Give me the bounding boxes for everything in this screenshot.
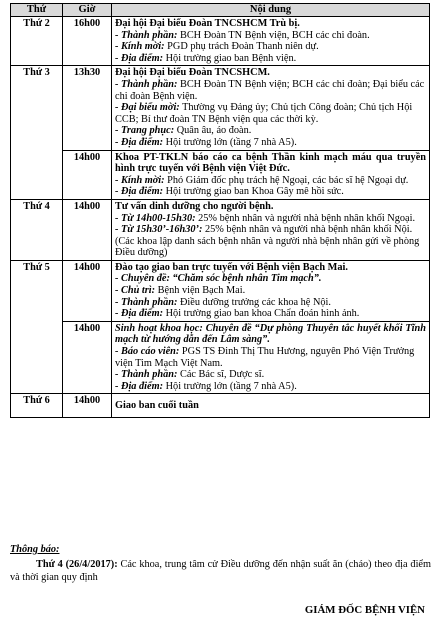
time-cell: 14h00	[63, 260, 112, 321]
time-cell: 14h00	[63, 394, 112, 418]
table-row	[11, 17, 430, 66]
content-cell	[112, 394, 430, 418]
time-cell: 13h30	[63, 66, 112, 150]
header-day: Thứ	[11, 4, 63, 17]
day-cell: Thứ 3	[11, 66, 63, 200]
schedule-table	[10, 3, 430, 418]
event-line: - Địa điểm: Hội trường giao ban Bệnh viện.	[115, 52, 297, 64]
signature: GIÁM ĐỐC BỆNH VIỆN	[304, 604, 425, 616]
event-line: - Thành phần: BCH Đoàn TN Bệnh viện, BCH các chi đoàn.	[115, 29, 370, 41]
event-line: - Kính mời: PGD phụ trách Đoàn Thanh niên dự.	[115, 41, 319, 53]
event-line: - Địa điểm: Hội trường lớn (tầng 7 nhà A5).	[115, 380, 297, 392]
event-line: - Chủ trì: Bệnh viện Bạch Mai.	[115, 285, 246, 297]
event-line: - Trang phục: Quân âu, áo đoàn.	[115, 125, 252, 137]
event-line: - Báo cáo viên: PGS TS Đinh Thị Thu Hương, nguyên Phó Viện Trưởng viện Tim Mạch Việt Nam.	[115, 346, 415, 369]
event-line: - Địa điểm: Hội trường giao ban khoa Chẩn đoán hình ảnh.	[115, 308, 360, 320]
event-title: Sinh hoạt khoa học: Chuyên đề “Dự phòng Thuyên tắc huyết khối Tĩnh mạch từ hướng dẫn đến Lâm sàng”.	[115, 322, 426, 346]
event-line: - Từ 14h00-15h30: 25% bệnh nhân và người nhà bệnh nhân khối Ngoại.	[115, 212, 416, 224]
content-cell	[112, 17, 430, 66]
event-title: Khoa PT-TKLN báo cáo ca bệnh Thần kinh mạch máu qua truyền hình trực tuyến với Bệnh viện Việt Đức.	[115, 151, 426, 175]
time-cell: 14h00	[63, 321, 112, 394]
table-row	[11, 199, 430, 260]
table-row	[11, 260, 430, 321]
event-title: Đại hội Đại biểu Đoàn TNCSHCM Trù bị.	[115, 18, 300, 29]
event-line: - Đại biểu mời: Thường vụ Đảng ủy; Chủ tịch Công đoàn; Chủ tịch Hội CCB; Bí thư đoàn TN Bệnh viện qua các thời kỳ.	[115, 102, 413, 125]
event-line: - Chuyên đề: “Chăm sóc bệnh nhân Tim mạch”.	[115, 273, 322, 285]
day-cell: Thứ 5	[11, 260, 63, 394]
content-cell	[112, 260, 430, 321]
notice-paragraph	[10, 558, 431, 584]
notice-heading: Thông báo:	[10, 544, 60, 555]
table-row	[11, 150, 430, 199]
table-row	[11, 321, 430, 394]
day-cell: Thứ 6	[11, 394, 63, 418]
time-cell: 14h00	[63, 199, 112, 260]
event-line: - Địa điểm: Hội trường giao ban Khoa Gây mê hồi sức.	[115, 186, 344, 198]
time-cell: 16h00	[63, 17, 112, 66]
content-cell	[112, 199, 430, 260]
notice-block	[10, 543, 431, 584]
notice-text: Các khoa, trung tâm cử Điều dưỡng đến nhận suất ăn (cháo) theo địa điểm và thời gian quy định	[10, 559, 432, 583]
content-cell	[112, 66, 430, 150]
day-cell: Thứ 4	[11, 199, 63, 260]
table-header-row	[11, 4, 430, 17]
time-cell: 14h00	[63, 150, 112, 199]
header-content: Nội dung	[112, 4, 430, 17]
event-line: (Các khoa lập danh sách bệnh nhân và người nhà bệnh nhân gửi về phòng Điều dưỡng)	[115, 235, 420, 259]
day-cell: Thứ 2	[11, 17, 63, 66]
event-line: - Kính mời: Phó Giám đốc phụ trách hệ Ngoại, các bác sĩ hệ Ngoại dự.	[115, 174, 409, 186]
table-row	[11, 66, 430, 150]
notice-date: Thứ 4 (26/4/2017):	[36, 559, 118, 570]
event-line: - Thành phần: Các Bác sĩ, Dược sĩ.	[115, 369, 265, 381]
header-time: Giờ	[63, 4, 112, 17]
event-line: - Địa điểm: Hội trường lớn (tầng 7 nhà A5).	[115, 136, 297, 148]
event-title: Đại hội Đại biểu Đoàn TNCSHCM.	[115, 67, 270, 79]
content-cell	[112, 150, 430, 199]
event-line: - Từ 15h30’-16h30’: 25% bệnh nhân và người nhà bệnh nhân khối Nội.	[115, 224, 413, 236]
event-line: - Thành phần: Điều dưỡng trưởng các khoa hệ Nội.	[115, 296, 331, 308]
event-line: - Thành phần: BCH Đoàn TN Bệnh viện; BCH các chi đoàn; Đại biểu các chi đoàn Bệnh viện.	[115, 78, 425, 102]
content-cell	[112, 321, 430, 394]
event-title: Giao ban cuối tuần	[115, 400, 199, 412]
event-title: Tư vấn dinh dưỡng cho người bệnh.	[115, 200, 274, 212]
table-row	[11, 394, 430, 418]
event-title: Đào tạo giao ban trực tuyến với Bệnh viện Bạch Mai.	[115, 261, 348, 273]
